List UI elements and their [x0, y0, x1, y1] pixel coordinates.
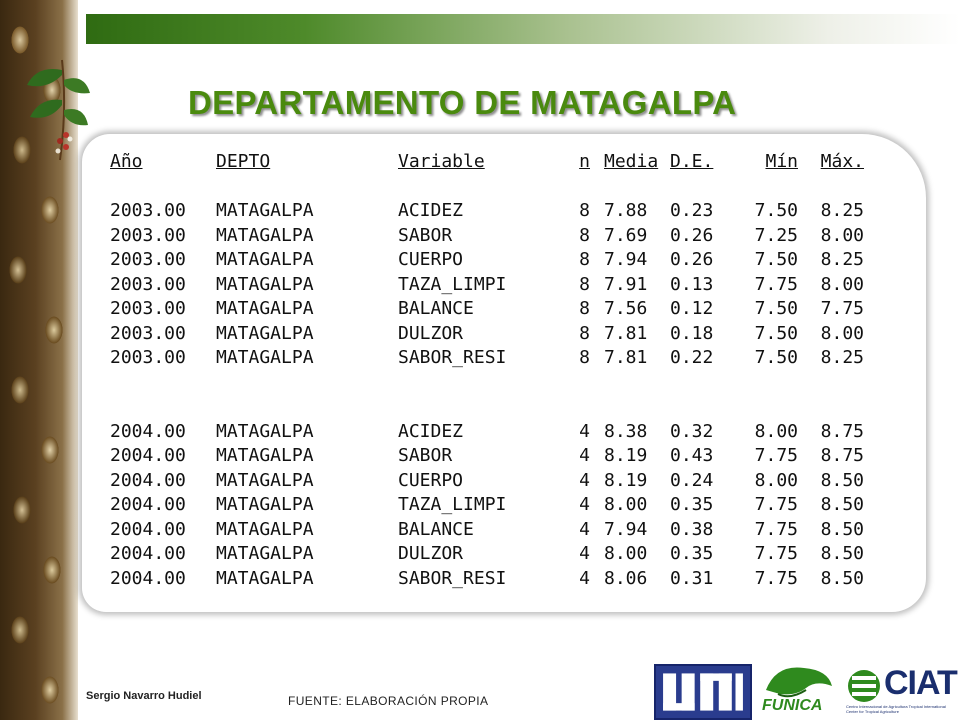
cell-variable: CUERPO [398, 249, 464, 270]
cell-min: 8.00 [754, 420, 798, 442]
header-n: n [579, 151, 590, 172]
page-title: DEPARTAMENTO DE MATAGALPA [188, 84, 737, 121]
cell-dept: MATAGALPA [216, 567, 314, 589]
cell-sd: 0.35 [670, 494, 714, 515]
header-min: Mín [765, 151, 798, 172]
ciat-wordmark: CIAT [884, 664, 957, 702]
cell-n: 4 [579, 420, 590, 442]
cell-year: 2003.00 [110, 298, 186, 319]
cell-min: 7.25 [754, 224, 798, 246]
header-sd: D.E. [670, 151, 714, 172]
coffee-branch-icon [22, 55, 92, 165]
table-spacer [110, 371, 864, 396]
cell-mean: 8.19 [604, 445, 648, 466]
cell-sd: 0.32 [670, 420, 714, 442]
cell-mean: 8.06 [604, 567, 648, 589]
table-spacer [110, 175, 864, 200]
cell-mean: 8.00 [604, 543, 648, 564]
cell-variable: SABOR [398, 445, 453, 466]
cell-variable: SABOR [398, 224, 453, 246]
cell-mean: 7.56 [604, 298, 648, 319]
cell-dept: MATAGALPA [216, 273, 314, 295]
cell-n: 4 [579, 494, 590, 515]
ciat-logo [846, 660, 956, 720]
cell-n: 8 [579, 298, 590, 319]
cell-sd: 0.12 [670, 298, 714, 319]
cell-max: 8.75 [820, 420, 864, 442]
cell-variable: DULZOR [398, 322, 464, 344]
cell-year: 2004.00 [110, 445, 186, 466]
cell-max: 8.50 [820, 469, 864, 491]
cell-min: 7.75 [754, 567, 798, 589]
cell-mean: 7.81 [604, 322, 648, 344]
uni-logo [654, 664, 752, 720]
table-spacer [110, 395, 864, 420]
cell-mean: 8.00 [604, 494, 648, 515]
cell-min: 7.50 [754, 200, 798, 221]
cell-min: 8.00 [754, 469, 798, 491]
cell-max: 8.50 [820, 567, 864, 589]
cell-dept: MATAGALPA [216, 518, 314, 540]
cell-mean: 8.19 [604, 469, 648, 491]
cell-sd: 0.18 [670, 322, 714, 344]
cell-max: 8.75 [820, 445, 864, 466]
cell-max: 8.25 [820, 347, 864, 368]
funica-logo [756, 660, 840, 720]
cell-variable: CUERPO [398, 469, 464, 491]
table-row [110, 542, 864, 567]
cell-max: 8.50 [820, 518, 864, 540]
cell-year: 2004.00 [110, 543, 186, 564]
cell-min: 7.50 [754, 322, 798, 344]
cell-variable: DULZOR [398, 543, 464, 564]
cell-max: 8.50 [820, 543, 864, 564]
cell-mean: 7.88 [604, 200, 648, 221]
cell-mean: 7.69 [604, 224, 648, 246]
table-row [110, 199, 864, 224]
cell-year: 2003.00 [110, 273, 186, 295]
cell-dept: MATAGALPA [216, 200, 314, 221]
table-row [110, 420, 864, 445]
cell-max: 8.00 [820, 322, 864, 344]
cell-sd: 0.43 [670, 445, 714, 466]
cell-min: 7.50 [754, 347, 798, 368]
table-header-row [110, 150, 864, 175]
table-row [110, 248, 864, 273]
cell-dept: MATAGALPA [216, 298, 314, 319]
cell-year: 2003.00 [110, 224, 186, 246]
cell-dept: MATAGALPA [216, 420, 314, 442]
cell-min: 7.50 [754, 249, 798, 270]
cell-sd: 0.26 [670, 249, 714, 270]
source-note: FUENTE: ELABORACIÓN PROPIA [288, 694, 489, 708]
cell-n: 4 [579, 543, 590, 564]
cell-dept: MATAGALPA [216, 347, 314, 368]
table-row [110, 224, 864, 249]
cell-min: 7.75 [754, 445, 798, 466]
cell-min: 7.75 [754, 543, 798, 564]
cell-year: 2004.00 [110, 494, 186, 515]
cell-min: 7.50 [754, 298, 798, 319]
cell-mean: 7.91 [604, 273, 648, 295]
cell-dept: MATAGALPA [216, 543, 314, 564]
cell-n: 8 [579, 322, 590, 344]
cell-n: 4 [579, 469, 590, 491]
table-row [110, 322, 864, 347]
cell-dept: MATAGALPA [216, 445, 314, 466]
cell-max: 8.00 [820, 224, 864, 246]
cell-year: 2003.00 [110, 322, 186, 344]
cell-variable: ACIDEZ [398, 420, 464, 442]
cell-year: 2004.00 [110, 469, 186, 491]
cell-sd: 0.31 [670, 567, 714, 589]
cell-year: 2004.00 [110, 420, 186, 442]
cell-min: 7.75 [754, 494, 798, 515]
cell-sd: 0.23 [670, 200, 714, 221]
table-row [110, 297, 864, 322]
cell-variable: SABOR_RESI [398, 347, 507, 368]
ciat-subtitle: Centro Internacional de Agricultura Tropical International Center for Tropical Agriculture [846, 704, 946, 714]
cell-min: 7.75 [754, 273, 798, 295]
cell-max: 8.25 [820, 200, 864, 221]
table-row [110, 567, 864, 592]
cell-sd: 0.24 [670, 469, 714, 491]
cell-max: 8.25 [820, 249, 864, 270]
header-variable: Variable [398, 151, 485, 172]
header-gradient-bar [86, 14, 960, 44]
cell-mean: 7.81 [604, 347, 648, 368]
cell-sd: 0.13 [670, 273, 714, 295]
cell-variable: ACIDEZ [398, 200, 464, 221]
cell-n: 8 [579, 200, 590, 221]
header-year: Año [110, 151, 143, 172]
cell-n: 8 [579, 347, 590, 368]
cell-dept: MATAGALPA [216, 322, 314, 344]
cell-n: 4 [579, 567, 590, 589]
cell-variable: BALANCE [398, 298, 474, 319]
cell-dept: MATAGALPA [216, 224, 314, 246]
cell-mean: 8.38 [604, 420, 648, 442]
cell-variable: SABOR_RESI [398, 567, 507, 589]
cell-mean: 7.94 [604, 249, 648, 270]
cell-dept: MATAGALPA [216, 469, 314, 491]
table-row [110, 273, 864, 298]
table-row [110, 444, 864, 469]
cell-min: 7.75 [754, 518, 798, 540]
header-max: Máx. [820, 151, 864, 172]
header-mean: Media [604, 151, 659, 172]
svg-text:FUNICA: FUNICA [762, 697, 823, 714]
cell-variable: TAZA_LIMPI [398, 273, 507, 295]
cell-max: 8.50 [820, 494, 864, 515]
table-row [110, 346, 864, 371]
author-name: Sergio Navarro Hudiel [86, 690, 202, 702]
cell-year: 2003.00 [110, 200, 186, 221]
cell-variable: TAZA_LIMPI [398, 494, 507, 515]
cell-n: 8 [579, 273, 590, 295]
cell-variable: BALANCE [398, 518, 474, 540]
statistics-card [82, 134, 926, 612]
table-row [110, 469, 864, 494]
cell-mean: 7.94 [604, 518, 648, 540]
cell-year: 2004.00 [110, 518, 186, 540]
cell-n: 4 [579, 445, 590, 466]
cell-sd: 0.38 [670, 518, 714, 540]
cell-max: 8.00 [820, 273, 864, 295]
cell-year: 2003.00 [110, 249, 186, 270]
cell-year: 2003.00 [110, 347, 186, 368]
cell-sd: 0.22 [670, 347, 714, 368]
cell-n: 8 [579, 249, 590, 270]
cell-sd: 0.35 [670, 543, 714, 564]
table-row [110, 493, 864, 518]
cell-dept: MATAGALPA [216, 249, 314, 270]
cell-max: 7.75 [820, 298, 864, 319]
cell-sd: 0.26 [670, 224, 714, 246]
cell-year: 2004.00 [110, 567, 186, 589]
statistics-table [110, 150, 864, 591]
cell-dept: MATAGALPA [216, 494, 314, 515]
cell-n: 8 [579, 224, 590, 246]
cell-n: 4 [579, 518, 590, 540]
header-dept: DEPTO [216, 151, 271, 172]
table-row [110, 518, 864, 543]
